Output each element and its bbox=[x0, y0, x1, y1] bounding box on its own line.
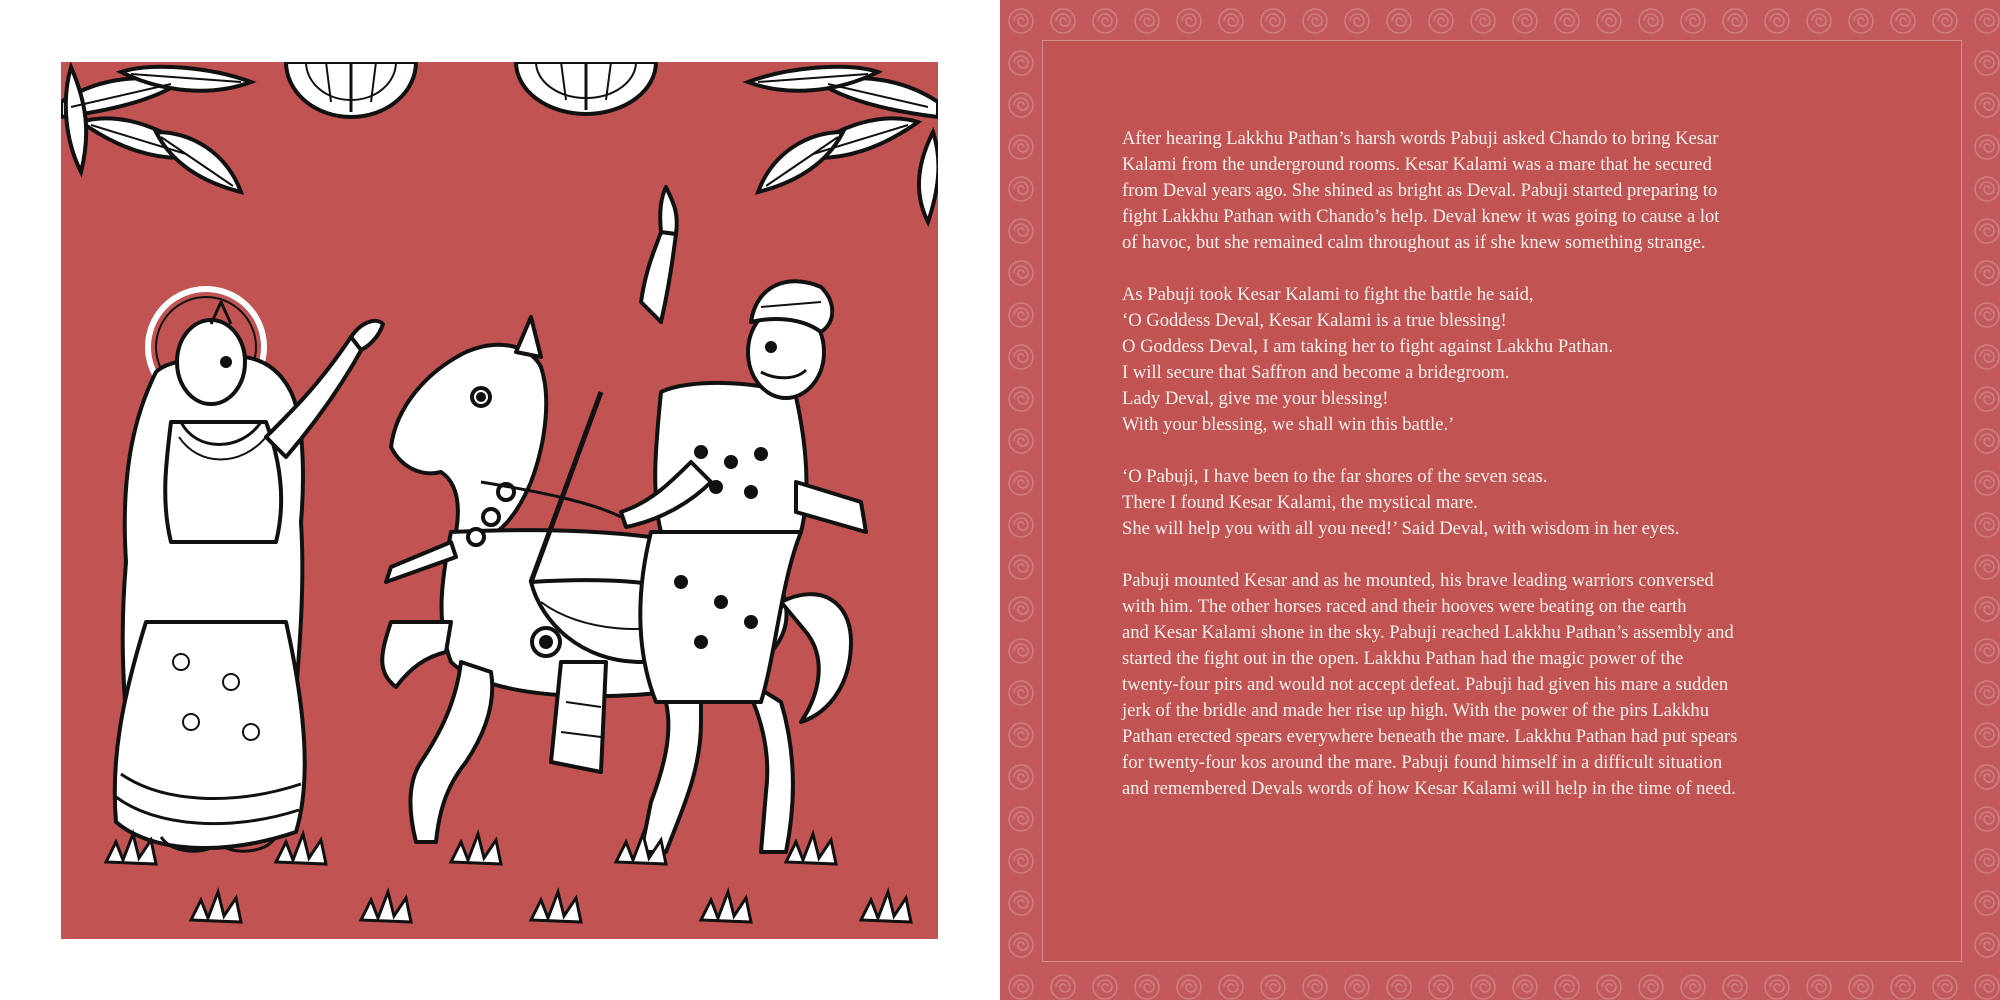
text-line: of havoc, but she remained calm throughout as if she knew something strange. bbox=[1122, 232, 1706, 253]
text-line: There I found Kesar Kalami, the mystical mare. bbox=[1122, 492, 1478, 513]
text-line: She will help you with all you need!’ Said Deval, with wisdom in her eyes. bbox=[1122, 518, 1680, 539]
story-paragraph-3 bbox=[1122, 464, 1852, 542]
story-illustration bbox=[61, 62, 938, 939]
text-line: Pathan erected spears everywhere beneath the mare. Lakkhu Pathan had put spears bbox=[1122, 726, 1738, 747]
text-line: fight Lakkhu Pathan with Chando’s help. Deval knew it was going to cause a lot bbox=[1122, 206, 1720, 227]
text-line: O Goddess Deval, I am taking her to fight against Lakkhu Pathan. bbox=[1122, 336, 1614, 357]
text-line: After hearing Lakkhu Pathan’s harsh words Pabuji asked Chando to bring Kesar bbox=[1122, 128, 1719, 149]
text-line: started the fight out in the open. Lakkhu Pathan had the magic power of the bbox=[1122, 648, 1684, 669]
illustration-artwork bbox=[61, 62, 938, 939]
text-line: Pabuji mounted Kesar and as he mounted, his brave leading warriors conversed bbox=[1122, 570, 1714, 591]
story-paragraph-1 bbox=[1122, 126, 1852, 256]
text-line: As Pabuji took Kesar Kalami to fight the battle he said, bbox=[1122, 284, 1534, 305]
text-line: ‘O Pabuji, I have been to the far shores of the seven seas. bbox=[1122, 466, 1548, 487]
text-line: ‘O Goddess Deval, Kesar Kalami is a true blessing! bbox=[1122, 310, 1507, 331]
text-line: Kalami from the underground rooms. Kesar Kalami was a mare that he secured bbox=[1122, 154, 1712, 175]
story-paragraph-4 bbox=[1122, 568, 1852, 802]
text-line: Lady Deval, give me your blessing! bbox=[1122, 388, 1389, 409]
text-line: I will secure that Saffron and become a bridegroom. bbox=[1122, 362, 1510, 383]
text-line: jerk of the bridle and made her rise up high. With the power of the pirs Lakkhu bbox=[1122, 700, 1710, 721]
text-line: and remembered Devals words of how Kesar Kalami will help in the time of need. bbox=[1122, 778, 1736, 799]
text-line: With your blessing, we shall win this battle.’ bbox=[1122, 414, 1455, 435]
text-line: and Kesar Kalami shone in the sky. Pabuji reached Lakkhu Pathan’s assembly and bbox=[1122, 622, 1734, 643]
text-line: twenty-four pirs and would not accept defeat. Pabuji had given his mare a sudden bbox=[1122, 674, 1729, 695]
right-page bbox=[1000, 0, 2000, 1000]
text-line: from Deval years ago. She shined as bright as Deval. Pabuji started preparing to bbox=[1122, 180, 1718, 201]
text-line: with him. The other horses raced and their hooves were beating on the earth bbox=[1122, 596, 1687, 617]
story-paragraph-2 bbox=[1122, 282, 1852, 438]
text-line: for twenty-four kos around the mare. Pabuji found himself in a difficult situation bbox=[1122, 752, 1723, 773]
story-text bbox=[1122, 126, 1852, 802]
